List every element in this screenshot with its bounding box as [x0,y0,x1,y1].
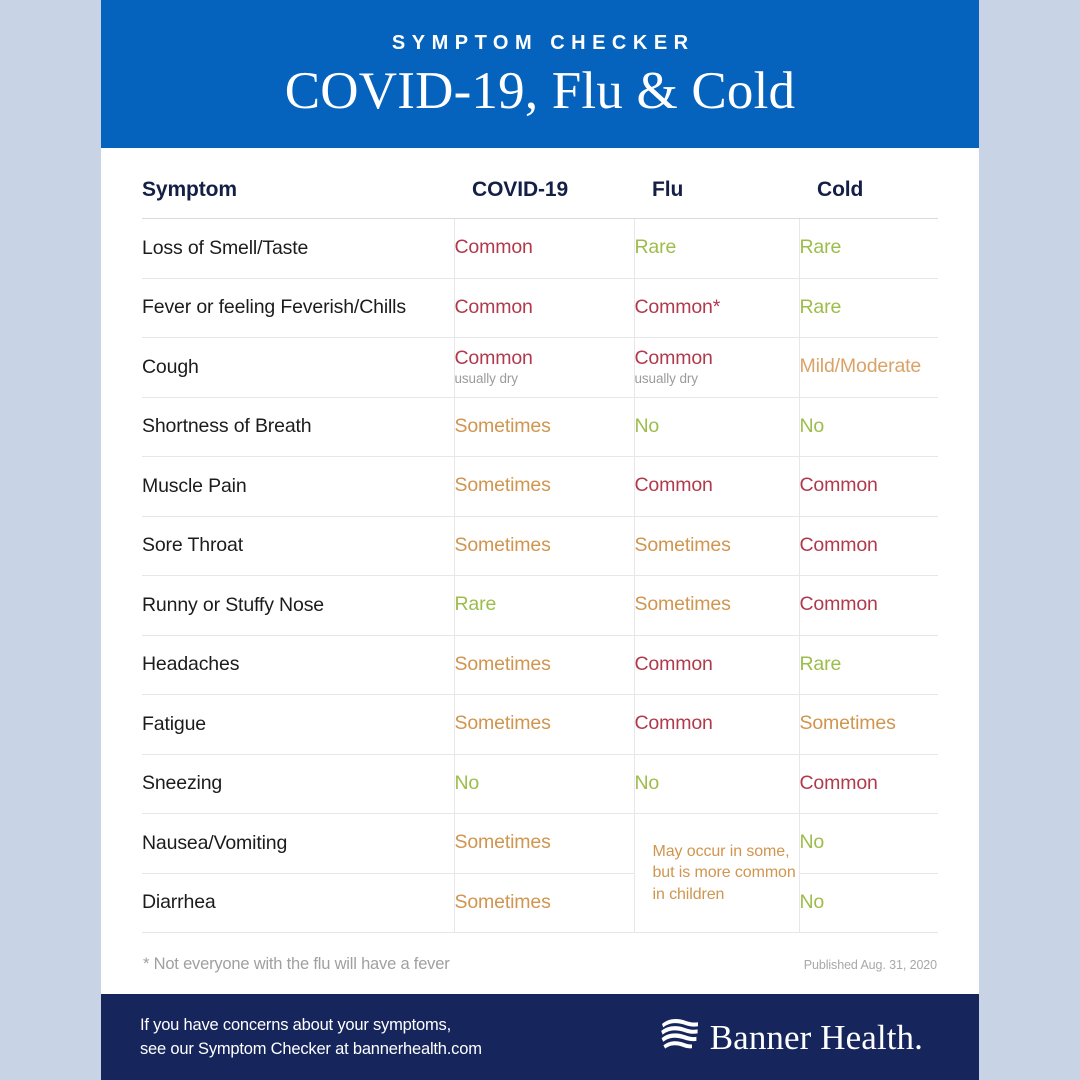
value-text: Rare [634,236,677,259]
value-text: Sometimes [454,474,551,497]
value-cell-cold [799,576,938,636]
value-text: May occur in some, but is more common in children [652,843,796,903]
column-header-cold: Cold [799,148,938,219]
value-text: No [634,414,660,437]
table-row [142,219,938,279]
value-text: Common [634,712,713,735]
symptom-name-cell: Loss of Smell/Taste [142,219,454,279]
comparison-sheet [101,148,979,994]
table-row [142,754,938,814]
value-cell-cold [799,278,938,338]
table-row [142,635,938,695]
value-text: Common [799,771,878,794]
value-text: Sometimes [454,414,551,437]
value-cell-flu [634,219,799,279]
value-cell-flu [634,278,799,338]
value-cell-covid [454,457,634,517]
value-text: Common [799,474,878,497]
value-cell-covid [454,695,634,755]
value-text: Rare [799,295,842,318]
table-row [142,873,938,933]
value-text: Sometimes [799,712,896,735]
value-cell-flu [634,338,799,398]
value-cell-flu [634,754,799,814]
value-cell-covid [454,278,634,338]
page-title: COVID-19, Flu & Cold [284,62,796,121]
value-text: Mild/Moderate [799,355,922,378]
table-row [142,338,938,398]
footnote-row [142,933,938,974]
column-header-covid19: COVID-19 [454,148,634,219]
symptom-name-cell: Fever or feeling Feverish/Chills [142,278,454,338]
value-cell-flu [634,814,799,933]
value-text: No [799,414,825,437]
header-eyebrow: SYMPTOM CHECKER [391,32,695,55]
value-cell-covid [454,873,634,933]
table-row [142,516,938,576]
value-text: Rare [454,593,497,616]
value-text: Sometimes [634,593,731,616]
symptom-name-cell: Nausea/Vomiting [142,814,454,874]
value-cell-cold [799,814,938,874]
value-cell-cold [799,219,938,279]
value-text: Common [634,652,713,675]
value-text: Sometimes [454,652,551,675]
value-cell-covid [454,338,634,398]
banner-health-logo [659,1016,939,1059]
symptom-name-cell: Diarrhea [142,873,454,933]
table-body [142,219,938,933]
value-text: Sometimes [454,890,551,913]
table-row [142,397,938,457]
value-cell-covid [454,219,634,279]
value-subtext: usually dry [634,370,698,386]
value-text: Common [454,347,533,370]
value-cell-flu [634,516,799,576]
value-text: Common [634,474,713,497]
value-text: Sometimes [454,533,551,556]
table-row [142,278,938,338]
value-cell-cold [799,873,938,933]
value-cell-cold [799,635,938,695]
value-cell-flu [634,635,799,695]
value-text: Common* [634,295,721,318]
value-cell-covid [454,635,634,695]
symptom-name-cell: Sore Throat [142,516,454,576]
column-header-flu: Flu [634,148,799,219]
value-subtext: usually dry [454,370,518,386]
value-cell-flu [634,695,799,755]
symptom-name-cell: Runny or Stuffy Nose [142,576,454,636]
symptom-name-cell: Cough [142,338,454,398]
value-text: No [454,771,480,794]
value-cell-cold [799,516,938,576]
symptom-name-cell: Headaches [142,635,454,695]
value-cell-cold [799,754,938,814]
value-text: Sometimes [454,831,551,854]
value-cell-covid [454,576,634,636]
symptom-name-cell: Sneezing [142,754,454,814]
value-cell-cold [799,397,938,457]
value-text: Common [454,295,533,318]
symptom-name-cell: Fatigue [142,695,454,755]
value-cell-covid [454,516,634,576]
value-cell-flu [634,457,799,517]
poster-footer [101,994,979,1080]
footer-message-line1: If you have concerns about your symptoms, [140,1015,451,1034]
banner-wave-icon [659,1016,701,1059]
value-text: No [634,771,660,794]
value-cell-covid [454,814,634,874]
table-head [142,148,938,219]
value-cell-flu [634,576,799,636]
value-text: Sometimes [454,712,551,735]
symptom-name-cell: Shortness of Breath [142,397,454,457]
value-cell-cold [799,338,938,398]
value-text: No [799,831,825,854]
footer-message-line2: see our Symptom Checker at bannerhealth.com [140,1040,482,1058]
value-cell-cold [799,457,938,517]
value-cell-cold [799,695,938,755]
value-text: Common [799,593,878,616]
value-cell-covid [454,754,634,814]
table-header-row [142,148,938,219]
value-text: Sometimes [634,533,731,556]
value-cell-covid [454,397,634,457]
value-text: Common [634,347,713,370]
value-text: Common [799,533,878,556]
table-row [142,576,938,636]
table-row [142,457,938,517]
value-text: Common [454,236,533,259]
published-date: Published Aug. 31, 2020 [803,958,937,972]
fever-footnote: * Not everyone with the flu will have a fever [143,955,450,973]
footer-message [140,1013,482,1062]
column-header-symptom: Symptom [142,148,454,219]
value-text: Rare [799,652,842,675]
table-row [142,695,938,755]
poster-header [101,0,979,148]
symptom-name-cell: Muscle Pain [142,457,454,517]
value-cell-flu [634,397,799,457]
brand-wordmark: Banner Health. [709,1017,923,1057]
infographic-poster [101,0,979,1080]
table-row [142,814,938,874]
value-text: No [799,890,825,913]
symptom-comparison-table [142,148,938,933]
value-text: Rare [799,236,842,259]
